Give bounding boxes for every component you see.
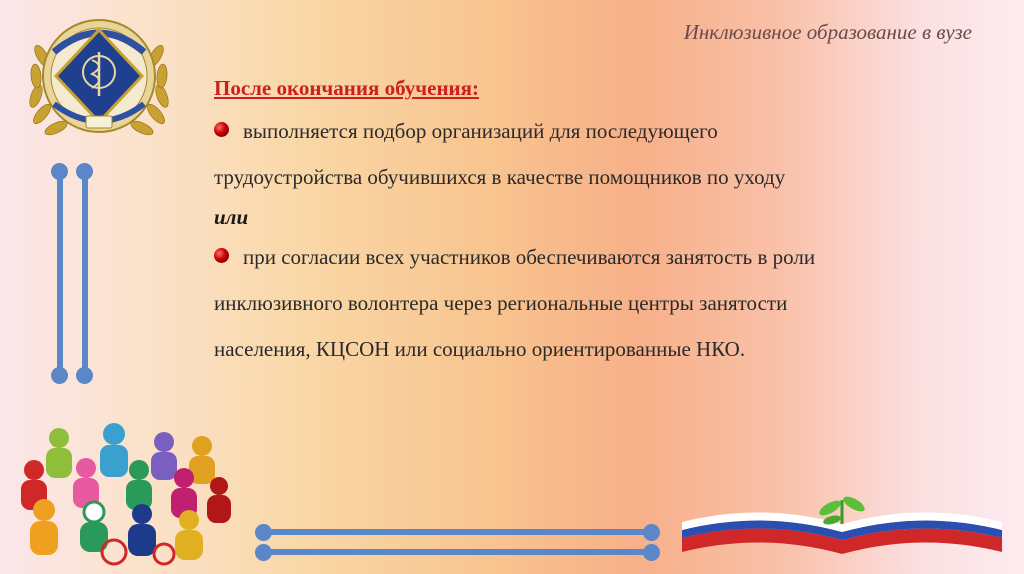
content-heading: После окончания обучения: — [214, 76, 480, 100]
decor-vertical-bar-left — [57, 170, 63, 376]
decor-dot-h-right-bottom — [643, 544, 660, 561]
decor-horizontal-bar-top — [262, 529, 652, 535]
bullet-2-line-1: при согласии всех участников обеспечиваются занятость в роли — [243, 245, 816, 269]
slide-header-title: Инклюзивное образование в вузе — [683, 20, 972, 44]
bullet-1-line-2: трудоустройства обучившихся в качестве помощников по уходу — [214, 165, 786, 189]
bullet-2-line-3: населения, КЦСОН или социально ориентированные НКО. — [214, 337, 746, 361]
bullet-2-line-2: инклюзивного волонтера через региональные центры занятости — [214, 291, 788, 315]
university-emblem-icon — [14, 4, 184, 154]
decor-dot-h-right-top — [643, 524, 660, 541]
bullet-1-line-1: выполняется подбор организаций для последующего — [243, 119, 718, 143]
people-group-icon — [14, 420, 234, 570]
conjunction-text: или — [214, 205, 249, 229]
slide-content — [214, 74, 974, 372]
decor-vertical-bar-right — [82, 170, 88, 376]
open-book-sprout-icon — [672, 494, 1012, 570]
bullet-item-2 — [214, 234, 974, 280]
red-bullet-icon — [214, 122, 229, 137]
bullet-item-1 — [214, 108, 974, 154]
decor-horizontal-bar-bottom — [262, 549, 652, 555]
decor-dot-bottom-left — [51, 367, 68, 384]
decor-dot-bottom-right — [76, 367, 93, 384]
red-bullet-icon — [214, 248, 229, 263]
